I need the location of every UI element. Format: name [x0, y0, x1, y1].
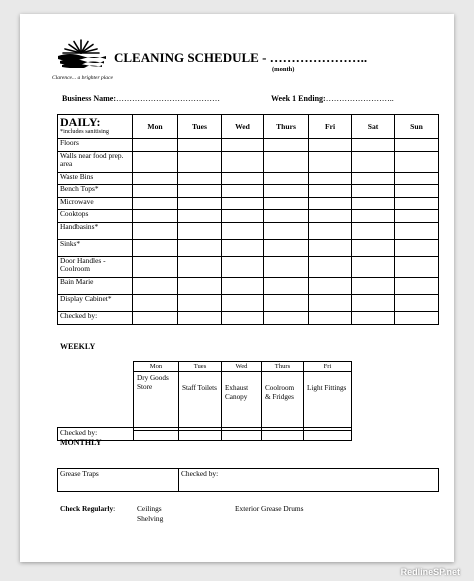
table-row [58, 172, 439, 185]
weekly-checked-by-table [57, 427, 439, 441]
check-cell[interactable] [133, 222, 178, 239]
table-row [58, 294, 439, 311]
day-header-thurs: Thurs [264, 115, 309, 139]
check-cell[interactable] [395, 277, 439, 294]
check-cell[interactable] [352, 277, 395, 294]
check-cell[interactable] [178, 256, 222, 277]
weekly-day-mon: Mon [134, 362, 179, 372]
check-cell[interactable] [395, 256, 439, 277]
monthly-checked-by[interactable]: Checked by: [179, 469, 439, 492]
day-header-tues: Tues [178, 115, 222, 139]
check-cell[interactable] [178, 139, 222, 152]
check-cell[interactable] [178, 222, 222, 239]
table-row [58, 139, 439, 152]
check-cell[interactable] [133, 139, 178, 152]
check-cell[interactable] [309, 185, 352, 198]
check-cell[interactable] [309, 222, 352, 239]
check-cell[interactable] [222, 256, 264, 277]
table-row [58, 210, 439, 223]
check-cell[interactable] [133, 277, 178, 294]
check-cell[interactable] [264, 222, 309, 239]
check-cell[interactable] [395, 222, 439, 239]
week-ending-dots: …………………….. [325, 94, 394, 103]
check-cell[interactable] [395, 294, 439, 311]
check-cell[interactable] [178, 185, 222, 198]
weekly-task: Coolroom & Fridges [262, 372, 304, 431]
watermark: RedlineSP.net [400, 567, 460, 577]
check-cell[interactable] [133, 185, 178, 198]
check-cell[interactable] [264, 185, 309, 198]
check-cell[interactable] [264, 197, 309, 210]
check-cell[interactable] [264, 294, 309, 311]
check-cell[interactable] [133, 239, 178, 256]
check-cell[interactable] [264, 239, 309, 256]
table-row [58, 151, 439, 172]
daily-title: DAILY: [60, 115, 101, 129]
monthly-task: Grease Traps [58, 469, 179, 492]
check-cell[interactable] [352, 139, 395, 152]
check-cell[interactable] [264, 277, 309, 294]
daily-header-cell [58, 115, 133, 139]
month-label: (month) [272, 66, 295, 73]
daily-header-row [58, 115, 439, 139]
task-label: Bench Tops* [58, 185, 133, 198]
task-label: Microwave [58, 197, 133, 210]
sun-waves-icon [52, 38, 110, 68]
weekly-task: Light Fittings [304, 372, 352, 431]
check-regularly-item: Ceilings [137, 504, 162, 513]
task-label: Cooktops [58, 210, 133, 223]
business-name-dots: ………………………………… [116, 94, 221, 103]
check-cell[interactable] [133, 151, 178, 172]
week-ending-label: Week 1 Ending: [271, 94, 326, 103]
table-row [58, 197, 439, 210]
check-cell[interactable] [264, 210, 309, 223]
check-cell[interactable] [222, 185, 264, 198]
check-cell[interactable] [395, 139, 439, 152]
task-label: Floors [58, 139, 133, 152]
day-header-mon: Mon [133, 115, 178, 139]
weekly-day-wed: Wed [222, 362, 262, 372]
task-label: Waste Bins [58, 172, 133, 185]
signature-cell[interactable] [133, 311, 178, 324]
daily-note: *includes sanitising [60, 128, 109, 135]
check-cell[interactable] [222, 239, 264, 256]
check-cell[interactable] [352, 172, 395, 185]
task-label: Door Handles - Coolroom [58, 256, 133, 277]
weekly-checked-by-row [58, 428, 439, 441]
task-label: Bain Marie [58, 277, 133, 294]
check-cell[interactable] [178, 210, 222, 223]
check-cell[interactable] [222, 294, 264, 311]
cleaning-schedule-page [20, 14, 454, 562]
signature-cell[interactable] [134, 428, 179, 441]
check-cell[interactable] [264, 151, 309, 172]
weekly-task-row [134, 372, 352, 431]
monthly-row [58, 469, 439, 492]
weekly-task: Staff Toilets [179, 372, 222, 431]
check-cell[interactable] [352, 185, 395, 198]
check-cell[interactable] [352, 294, 395, 311]
task-label: Sinks* [58, 239, 133, 256]
page-title: CLEANING SCHEDULE - ………………….. [114, 50, 368, 65]
check-cell[interactable] [395, 197, 439, 210]
check-cell[interactable] [309, 239, 352, 256]
business-name-label: Business Name: [62, 94, 117, 103]
checked-by-label: Checked by: [58, 311, 133, 324]
check-cell[interactable] [309, 294, 352, 311]
check-cell[interactable] [352, 256, 395, 277]
signature-cell[interactable] [395, 311, 439, 324]
signature-cell[interactable] [352, 311, 395, 324]
check-cell[interactable] [309, 210, 352, 223]
check-cell[interactable] [178, 197, 222, 210]
check-cell[interactable] [395, 151, 439, 172]
check-cell[interactable] [352, 197, 395, 210]
weekly-header-row [134, 362, 352, 372]
check-cell[interactable] [222, 197, 264, 210]
blank-cell [352, 428, 439, 441]
weekly-table [133, 361, 352, 431]
check-cell[interactable] [222, 172, 264, 185]
check-cell[interactable] [264, 139, 309, 152]
check-cell[interactable] [178, 172, 222, 185]
check-cell[interactable] [222, 222, 264, 239]
check-cell[interactable] [178, 151, 222, 172]
signature-cell[interactable] [262, 428, 304, 441]
signature-cell[interactable] [309, 311, 352, 324]
check-cell[interactable] [133, 172, 178, 185]
check-cell[interactable] [264, 256, 309, 277]
logo-caption: Clarence... a brighter place [52, 75, 113, 81]
check-cell[interactable] [264, 172, 309, 185]
table-row [58, 222, 439, 239]
check-cell[interactable] [352, 222, 395, 239]
signature-cell[interactable] [304, 428, 352, 441]
check-cell[interactable] [352, 239, 395, 256]
week-ending-field[interactable] [271, 94, 394, 103]
check-cell[interactable] [133, 256, 178, 277]
weekly-task: Exhaust Canopy [222, 372, 262, 431]
check-cell[interactable] [309, 151, 352, 172]
daily-table [57, 114, 439, 325]
check-cell[interactable] [178, 277, 222, 294]
signature-cell[interactable] [222, 428, 262, 441]
check-regularly-item: Exterior Grease Drums [235, 504, 304, 513]
weekly-task: Dry Goods Store [134, 372, 179, 431]
table-row [58, 185, 439, 198]
task-label: Handbasins* [58, 222, 133, 239]
check-cell[interactable] [309, 197, 352, 210]
check-cell[interactable] [222, 277, 264, 294]
table-row [58, 239, 439, 256]
day-header-fri: Fri [309, 115, 352, 139]
signature-cell[interactable] [179, 428, 222, 441]
check-cell[interactable] [395, 210, 439, 223]
council-logo [52, 38, 113, 81]
check-cell[interactable] [309, 256, 352, 277]
check-cell[interactable] [309, 172, 352, 185]
check-cell[interactable] [222, 210, 264, 223]
check-cell[interactable] [352, 151, 395, 172]
check-cell[interactable] [222, 151, 264, 172]
day-header-sat: Sat [352, 115, 395, 139]
check-cell[interactable] [309, 277, 352, 294]
check-cell[interactable] [395, 239, 439, 256]
check-regularly-label: Check Regularly: [60, 504, 116, 513]
check-cell[interactable] [133, 294, 178, 311]
check-cell[interactable] [309, 139, 352, 152]
check-cell[interactable] [352, 210, 395, 223]
signature-cell[interactable] [178, 311, 222, 324]
check-cell[interactable] [395, 185, 439, 198]
task-label: Display Cabinet* [58, 294, 133, 311]
check-cell[interactable] [133, 210, 178, 223]
check-cell[interactable] [222, 139, 264, 152]
business-name-field[interactable] [62, 94, 220, 103]
task-label: Walls near food prep. area [58, 151, 133, 172]
weekly-day-thurs: Thurs [262, 362, 304, 372]
signature-cell[interactable] [264, 311, 309, 324]
table-row [58, 256, 439, 277]
weekly-day-fri: Fri [304, 362, 352, 372]
checked-by-label: Checked by: [58, 428, 134, 441]
table-row [58, 277, 439, 294]
signature-cell[interactable] [222, 311, 264, 324]
check-regularly-item: Shelving [137, 514, 164, 523]
monthly-title: MONTHLY [60, 438, 102, 447]
check-cell[interactable] [178, 294, 222, 311]
check-cell[interactable] [178, 239, 222, 256]
check-cell[interactable] [395, 172, 439, 185]
day-header-sun: Sun [395, 115, 439, 139]
monthly-table [57, 468, 439, 492]
check-cell[interactable] [133, 197, 178, 210]
weekly-title: WEEKLY [60, 342, 96, 351]
daily-checked-by-row [58, 311, 439, 324]
day-header-wed: Wed [222, 115, 264, 139]
weekly-day-tues: Tues [179, 362, 222, 372]
